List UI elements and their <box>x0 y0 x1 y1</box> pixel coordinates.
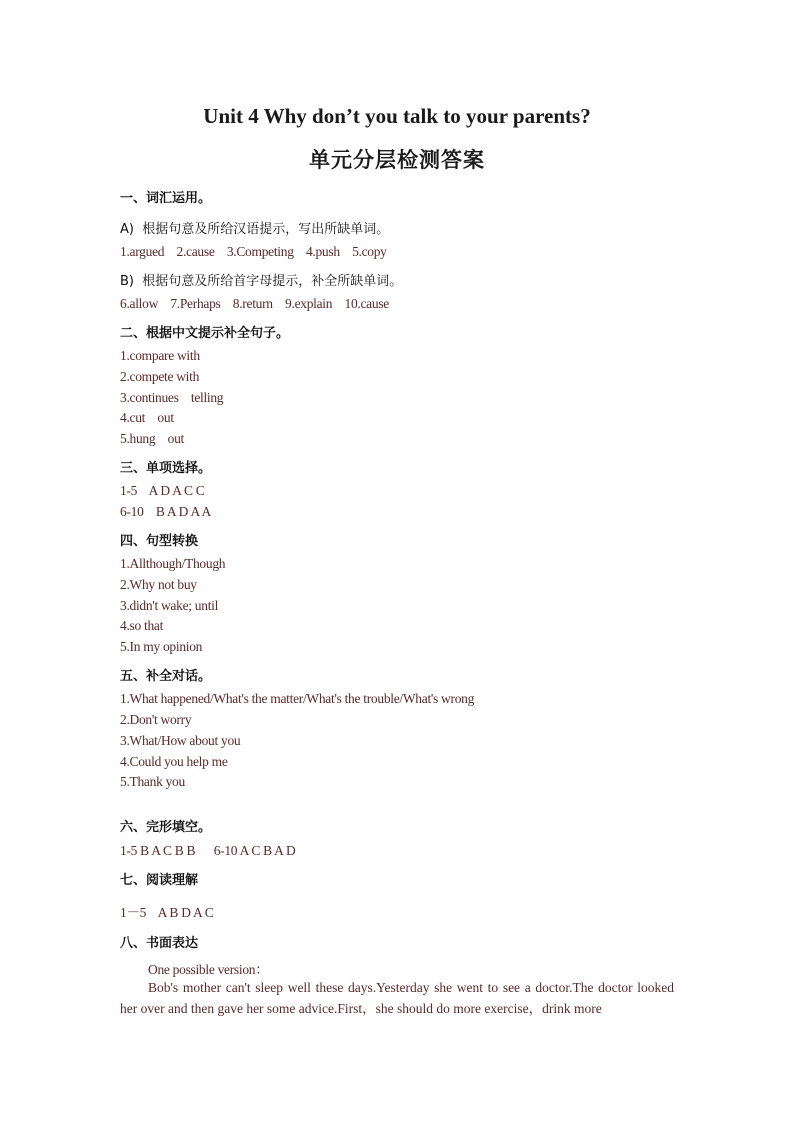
answer-line: 4.so that <box>120 618 164 633</box>
page-subtitle: 单元分层检测答案 <box>309 148 485 172</box>
section-2-heading: 二、根据中文提示补全句子。 <box>120 326 290 341</box>
essay-text: Bob's mother can't sleep well these days.Yesterday she went to see a doctor.The doctor looked her over and then gave her some advice.First，she should do more exercise，drink more <box>120 980 674 1016</box>
page-title: Unit 4 Why don’t you talk to your parents? <box>203 104 591 128</box>
section-1b-answers: 6.allow 7.Perhaps 8.return 9.explain 10.cause <box>120 296 389 311</box>
section-1a-instruction: A) 根据句意及所给汉语提示，写出所缺单词。 <box>120 222 390 237</box>
section-6-heading: 六、完形填空。 <box>120 820 212 835</box>
sample-intro: One possible version： <box>148 962 269 977</box>
answer-line: 5.Thank you <box>120 774 185 789</box>
answer-line: 3.What/How about you <box>120 733 241 748</box>
section-5-heading: 五、补全对话。 <box>120 669 212 684</box>
section-1-heading: 一、词汇运用。 <box>120 191 212 206</box>
answer-line: 3.continues telling <box>120 390 224 405</box>
cloze-answers: 1-5 B A C B B 6-10 A C B A D <box>120 843 296 858</box>
answer-line: 1-5 A D A C C <box>120 483 205 498</box>
answer-line: 4.Could you help me <box>120 754 228 769</box>
answer-line: 2.Why not buy <box>120 577 197 592</box>
answer-line: 5.hung out <box>120 431 184 446</box>
section-1b-instruction: B) 根据句意及所给首字母提示，补全所缺单词。 <box>120 274 403 289</box>
answer-line: 2.compete with <box>120 369 200 384</box>
reading-answers: 1－5 A B D A C <box>120 905 214 920</box>
section-8-heading: 八、书面表达 <box>120 936 199 951</box>
section-4-heading: 四、句型转换 <box>120 534 199 549</box>
answer-line: 1.Allthough/Though <box>120 556 226 571</box>
answer-line: 4.cut out <box>120 410 174 425</box>
answer-line: 2.Don't worry <box>120 712 192 727</box>
answer-line: 3.didn't wake; until <box>120 598 219 613</box>
section-1a-answers: 1.argued 2.cause 3.Competing 4.push 5.copy <box>120 244 387 259</box>
answer-line: 5.In my opinion <box>120 639 203 654</box>
answer-line: 6-10 B A D A A <box>120 504 211 519</box>
section-7-heading: 七、阅读理解 <box>120 873 199 888</box>
sample-essay <box>120 978 674 1019</box>
answer-line: 1.compare with <box>120 348 200 363</box>
section-3-heading: 三、单项选择。 <box>120 461 212 476</box>
answer-line: 1.What happened/What's the matter/What's the trouble/What's wrong <box>120 691 475 706</box>
